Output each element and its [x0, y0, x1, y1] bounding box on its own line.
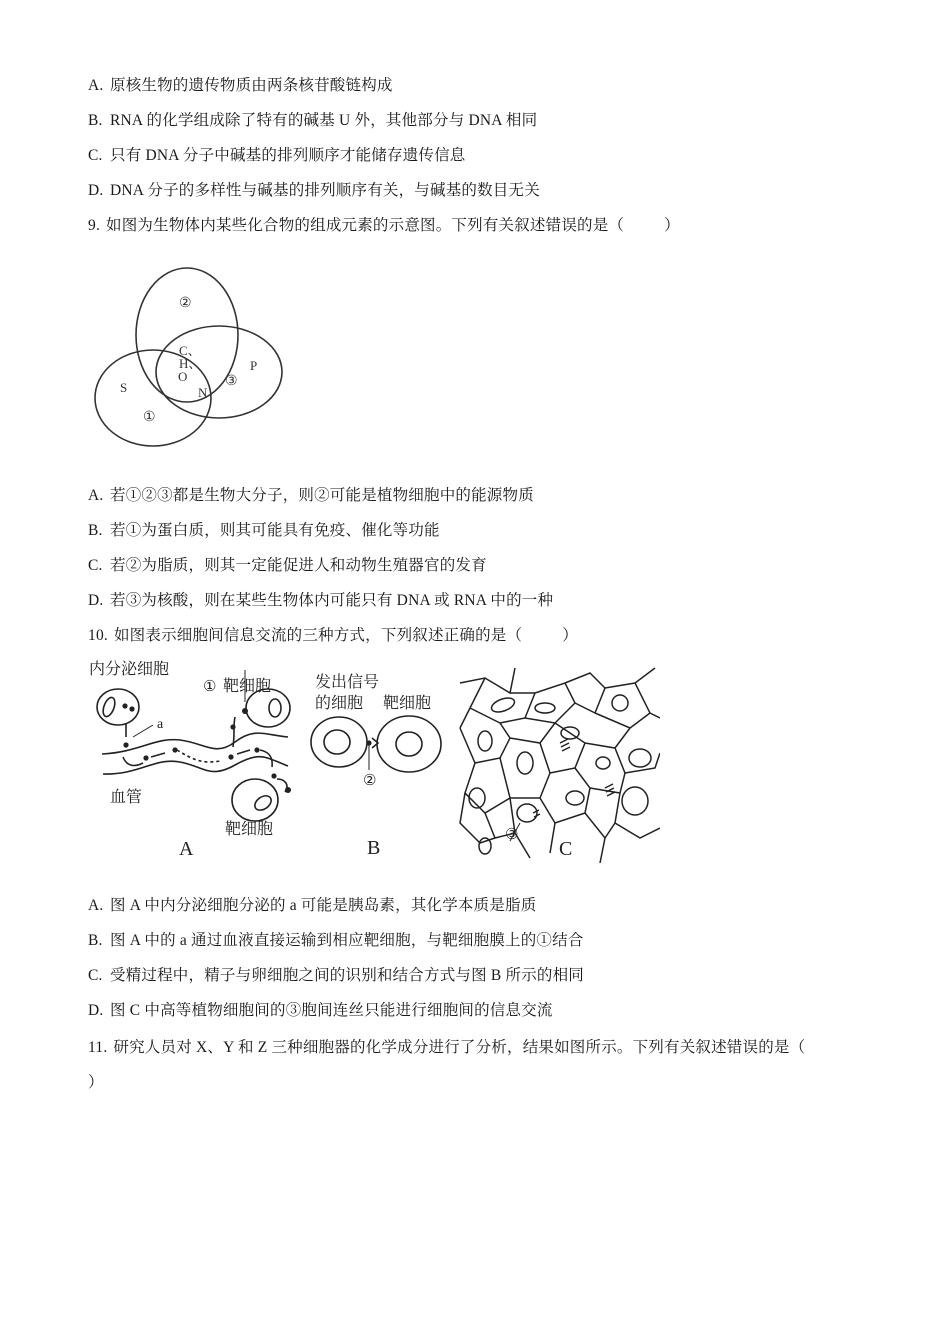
label-target-cell-bottom: 靶细胞 — [225, 821, 274, 838]
venn-diagram-figure — [85, 255, 295, 450]
figure-b-direct-contact — [305, 670, 455, 862]
q9-option-a — [88, 485, 534, 507]
marker-3: ③ — [505, 827, 519, 843]
option-text: 若②为脂质，则其一定能促进人和动物生殖器官的发育 — [110, 557, 487, 574]
option-text: 若①为蛋白质，则其可能具有免疫、催化等功能 — [110, 522, 440, 539]
label-circle-2: ② — [179, 296, 192, 311]
close-paren: ） — [664, 217, 680, 234]
caption-a: A — [179, 838, 194, 860]
option-letter: B. — [88, 522, 103, 539]
q9-option-b — [88, 520, 440, 542]
option-letter: C. — [88, 147, 103, 164]
marker-1: ① — [203, 679, 217, 695]
close-paren: ） — [562, 627, 578, 644]
figure-a-endocrine-signaling — [85, 657, 300, 862]
q9-option-d — [88, 590, 553, 612]
option-text: 只有 DNA 分子中碱基的排列顺序才能储存遗传信息 — [110, 147, 466, 164]
option-text: 图 A 中的 a 通过血液直接运输到相应靶细胞，与靶细胞膜上的①结合 — [110, 932, 584, 949]
caption-b: B — [367, 837, 381, 859]
label-signal-cell-1: 发出信号 — [315, 674, 380, 691]
label-p: P — [250, 358, 258, 373]
label-target-cell: 靶细胞 — [383, 695, 432, 712]
q11-stem — [88, 1037, 805, 1059]
option-text: DNA 分子的多样性与碱基的排列顺序有关，与碱基的数目无关 — [110, 182, 540, 199]
label-signal-cell-2: 的细胞 — [315, 695, 364, 712]
label-endocrine-cell: 内分泌细胞 — [89, 661, 170, 678]
label-circle-3: ③ — [225, 374, 238, 389]
option-text: 若③为核酸，则在某些生物体内可能只有 DNA 或 RNA 中的一种 — [110, 592, 554, 609]
q10-option-b — [88, 930, 584, 952]
q10-option-d — [88, 1000, 553, 1022]
q10-stem — [88, 625, 578, 647]
option-text: 若①②③都是生物大分子，则②可能是植物细胞中的能源物质 — [110, 487, 534, 504]
circle-3 — [156, 326, 282, 418]
option-letter: D. — [88, 1002, 104, 1019]
option-text: 图 A 中内分泌细胞分泌的 a 可能是胰岛素，其化学本质是脂质 — [110, 897, 537, 914]
caption-c: C — [559, 838, 573, 860]
option-letter: A. — [88, 897, 104, 914]
label-circle-1: ① — [143, 410, 156, 425]
marker-2: ② — [363, 773, 377, 789]
q10-option-c — [88, 965, 584, 987]
option-letter: C. — [88, 967, 103, 984]
q8-option-c — [88, 145, 465, 167]
option-letter: B. — [88, 932, 103, 949]
question-text: 如图表示细胞间信息交流的三种方式，下列叙述正确的是（ — [113, 627, 523, 644]
q9-stem — [88, 215, 680, 237]
question-text: 如图为生物体内某些化合物的组成元素的示意图。下列有关叙述错误的是（ — [106, 217, 625, 234]
q8-option-b — [88, 110, 537, 132]
label-n: N — [198, 385, 208, 400]
option-letter: A. — [88, 487, 104, 504]
label-center-o: O — [178, 369, 188, 384]
q11-close-paren-line — [88, 1072, 104, 1094]
option-text: 图 C 中高等植物细胞间的③胞间连丝只能进行细胞间的信息交流 — [110, 1002, 553, 1019]
close-paren: ） — [88, 1074, 104, 1091]
label-a: a — [157, 717, 164, 732]
question-number: 10. — [88, 627, 108, 644]
question-text: 研究人员对 X、Y 和 Z 三种细胞器的化学成分进行了分析，结果如图所示。下列有关叙述错误的是（ — [113, 1039, 806, 1056]
option-letter: D. — [88, 592, 104, 609]
option-letter: A. — [88, 77, 104, 94]
question-number: 9. — [88, 217, 101, 234]
label-center-c: C、 — [179, 343, 201, 358]
q8-option-a — [88, 75, 393, 97]
label-center-h: H、 — [179, 356, 202, 371]
option-text: 受精过程中，精子与卵细胞之间的识别和结合方式与图 B 所示的相同 — [110, 967, 584, 984]
question-number: 11. — [88, 1039, 108, 1056]
label-blood-vessel: 血管 — [110, 789, 143, 806]
figure-c-plasmodesmata — [455, 663, 660, 863]
label-target-cell-top: 靶细胞 — [223, 678, 272, 695]
option-letter: B. — [88, 112, 103, 129]
option-letter: D. — [88, 182, 104, 199]
option-text: RNA 的化学组成除了特有的碱基 U 外，其他部分与 DNA 相同 — [110, 112, 538, 129]
label-s: S — [120, 380, 128, 395]
q10-option-a — [88, 895, 536, 917]
option-text: 原核生物的遗传物质由两条核苷酸链构成 — [110, 77, 393, 94]
q9-option-c — [88, 555, 487, 577]
q8-option-d — [88, 180, 540, 202]
option-letter: C. — [88, 557, 103, 574]
